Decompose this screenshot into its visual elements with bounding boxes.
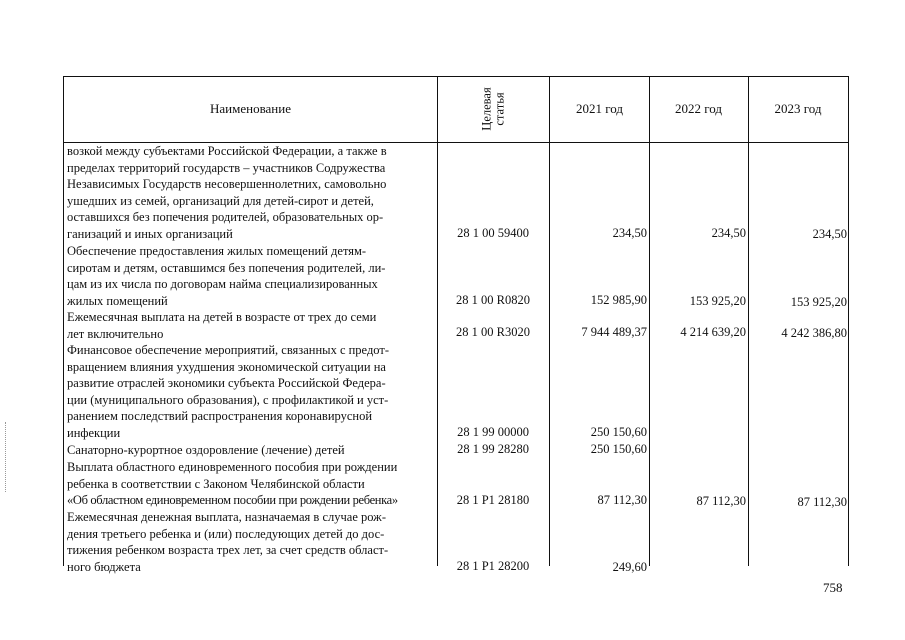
row-value-2022: 153 925,20: [689, 294, 746, 308]
row-name-line: вращением влияния ухудшения экономической ситуации на: [67, 359, 386, 374]
header-code-label: [481, 87, 507, 130]
header-name-label: Наименование: [210, 101, 291, 116]
header-2021: [550, 77, 649, 141]
row-name-line: развитие отраслей экономики субъекта Российской Федера-: [67, 376, 386, 391]
header-2022: [649, 77, 748, 141]
row-name: [67, 342, 434, 442]
row-value-2021: 234,50: [612, 226, 647, 240]
row-value-2021: 249,60: [612, 560, 647, 574]
row-name-line: Обеспечение предоставления жилых помещений детям-: [67, 244, 367, 258]
row-code: 28 1 00 R0820: [456, 293, 530, 307]
row-value-2021: 250 150,60: [590, 442, 647, 456]
row-code: 28 1 P1 28180: [456, 493, 530, 507]
row-name-line: ции (муниципального образования), с профилактикой и уст-: [67, 392, 389, 407]
row-name: [67, 309, 434, 342]
budget-table: [63, 76, 849, 574]
header-2022-label: 2022 год: [675, 101, 722, 116]
scan-margin-mark: [5, 422, 6, 492]
row-value-2023: 234,50: [812, 227, 847, 241]
row-name: [67, 243, 434, 309]
header-code-line2: статья: [492, 92, 507, 126]
row-value-2022: 87 112,30: [696, 494, 746, 508]
row-code: 28 1 99 28280: [457, 442, 529, 456]
row-code: 28 1 99 00000: [457, 425, 529, 439]
row-name-line: Ежемесячная денежная выплата, назначаемая в случае рож-: [67, 510, 386, 524]
row-value-2021: 87 112,30: [597, 493, 647, 507]
row-name-line: оставшихся без попечения родителей, образовательных ор-: [67, 210, 384, 225]
header-code-line1: Целевая: [479, 87, 494, 131]
row-value-2022: 4 214 639,20: [680, 325, 746, 339]
row-name-line: ребенка в соответствии с Законом Челябинской области: [67, 476, 365, 491]
row-code: 28 1 00 59400: [457, 226, 529, 240]
row-name-line: Санаторно-курортное оздоровление (лечение) детей: [67, 443, 345, 457]
row-name-line: ушедших из семей, организаций для детей-сирот и детей,: [67, 193, 374, 208]
row-name-line: Ежемесячная выплата на детей в возрасте от трех до семи: [67, 310, 377, 324]
row-name: [67, 459, 434, 509]
row-name-line: дения третьего ребенка и (или) последующих детей до дос-: [67, 526, 385, 541]
header-name: [64, 77, 437, 141]
row-name-line: ранением последствий распространения коронавирусной: [67, 409, 373, 424]
row-name-line: цам из их числа по договорам найма специализированных: [67, 277, 378, 292]
row-value-2023: 4 242 386,80: [781, 326, 847, 340]
row-value-2021: 250 150,60: [590, 425, 647, 439]
row-name-line: «Об областном единовременном пособии при рождении ребенка»: [67, 493, 398, 508]
table-body: [64, 143, 848, 574]
row-name-line: сиротам и детям, оставшимся без попечения родителей, ли-: [67, 260, 386, 275]
row-name: [67, 143, 434, 243]
row-value-2023: 87 112,30: [797, 495, 847, 509]
table-header: [64, 77, 848, 143]
row-name-line: жилых помещений: [67, 293, 168, 308]
row-name-line: возкой между субъектами Российской Федерации, а также в: [67, 144, 387, 158]
row-value-2021: 7 944 489,37: [581, 325, 647, 339]
row-name-line: ного бюджета: [67, 559, 141, 574]
row-name-line: Независимых Государств несовершеннолетних, самовольно: [67, 177, 387, 192]
page-number: 758: [823, 580, 843, 595]
header-code: [438, 77, 549, 141]
row-name-line: инфекции: [67, 425, 121, 440]
row-value-2022: 234,50: [711, 226, 746, 240]
row-name-line: лет включительно: [67, 326, 164, 341]
header-2021-label: 2021 год: [576, 101, 623, 116]
row-name: [67, 509, 434, 575]
row-name: [67, 442, 434, 459]
row-code: 28 1 P1 28200: [456, 559, 530, 573]
header-2023-label: 2023 год: [774, 101, 822, 116]
row-name-line: Выплата областного единовременного пособия при рождении: [67, 460, 398, 474]
header-2023: [748, 77, 848, 141]
row-code: 28 1 00 R3020: [456, 325, 530, 339]
row-value-2021: 152 985,90: [590, 293, 647, 307]
row-name-line: тижения ребенком возраста трех лет, за счет средств област-: [67, 543, 389, 558]
row-name-line: ганизаций и иных организаций: [67, 226, 233, 241]
row-name-line: пределах территорий государств – участников Содружества: [67, 160, 386, 175]
row-value-2023: 153 925,20: [790, 295, 847, 309]
row-name-line: Финансовое обеспечение мероприятий, связанных с предот-: [67, 343, 390, 357]
